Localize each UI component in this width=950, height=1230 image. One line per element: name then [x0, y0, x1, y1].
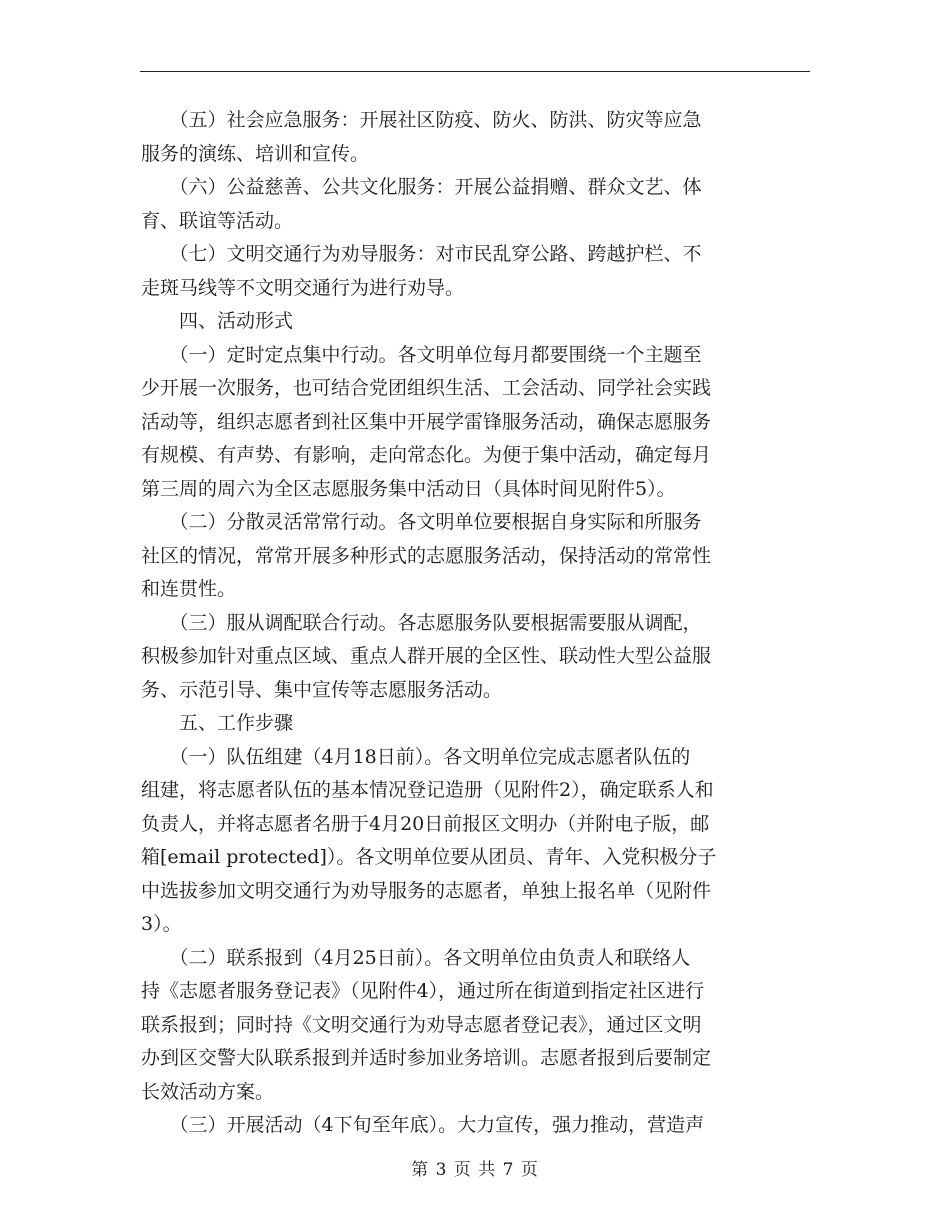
text-line: 负责人，并将志愿者名册于4月20日前报区文明办（并附电子版，邮	[141, 812, 710, 835]
text-line: （二）联系报到（4月25日前）。各文明单位由负责人和联络人	[141, 946, 691, 969]
text-line: 组建，将志愿者队伍的基本情况登记造册（见附件2），确定联系人和	[141, 779, 714, 801]
text-line: 服务的演练、培训和宣传。	[141, 142, 370, 165]
text-line: 第三周的周六为全区志愿服务集中活动日（具体时间见附件5）。	[141, 477, 676, 500]
header-rule	[140, 71, 810, 72]
text-line: 和连贯性。	[141, 578, 237, 600]
text-line: 走斑马线等不文明交通行为进行劝导。	[141, 276, 465, 299]
text-line: 社区的情况，常常开展多种形式的志愿服务活动，保持活动的常常性	[141, 544, 712, 567]
text-line: （五）社会应急服务：开展社区防疫、防火、防洪、防灾等应急	[141, 109, 702, 131]
text-line: 中选拔参加文明交通行为劝导服务的志愿者，单独上报名单（见附件	[141, 879, 712, 902]
text-line: 联系报到；同时持《文明交通行为劝导志愿者登记表》，通过区文明	[141, 1013, 702, 1036]
text-line: 箱[email protected]）。各文明单位要从团员、青年、入党积极分子	[141, 846, 717, 868]
text-line: （一）定时定点集中行动。各文明单位每月都要围绕一个主题至	[141, 343, 702, 366]
text-line: （三）服从调配联合行动。各志愿服务队要根据需要服从调配，	[141, 611, 702, 634]
text-line: （一）队伍组建（4月18日前）。各文明单位完成志愿者队伍的	[141, 745, 691, 768]
text-line: 积极参加针对重点区域、重点人群开展的全区性、联动性大型公益服	[141, 645, 712, 667]
text-line: 有规模、有声势、有影响，走向常态化。为便于集中活动，确定每月	[141, 444, 712, 466]
text-line: 五、工作步骤	[141, 712, 294, 734]
text-line: 3）。	[141, 913, 182, 935]
text-line: 少开展一次服务，也可结合党团组织生活、工会活动、同学社会实践	[141, 377, 712, 399]
document-body	[141, 104, 811, 1143]
text-line: 务、示范引导、集中宣传等志愿服务活动。	[141, 678, 503, 701]
text-line: 持《志愿者服务登记表》（见附件4），通过所在街道到指定社区进行	[141, 980, 705, 1002]
page-footer: 第 3 页 共 7 页	[411, 1160, 539, 1180]
text-line: 长效活动方案。	[141, 1080, 275, 1103]
text-line: （七）文明交通行为劝导服务：对市民乱穿公路、跨越护栏、不	[141, 243, 702, 265]
text-line: （三）开展活动（4下旬至年底）。大力宣传，强力推动，营造声	[141, 1114, 705, 1136]
text-line: 办到区交警大队联系报到并适时参加业务培训。志愿者报到后要制定	[141, 1047, 712, 1069]
text-line: 四、活动形式	[141, 310, 294, 332]
text-line: （六）公益慈善、公共文化服务：开展公益捐赠、群众文艺、体	[141, 176, 702, 198]
text-line: 育、联谊等活动。	[141, 209, 294, 232]
text-line: （二）分散灵活常常行动。各文明单位要根据自身实际和所服务	[141, 511, 702, 533]
text-line: 活动等，组织志愿者到社区集中开展学雷锋服务活动，确保志愿服务	[141, 410, 712, 433]
